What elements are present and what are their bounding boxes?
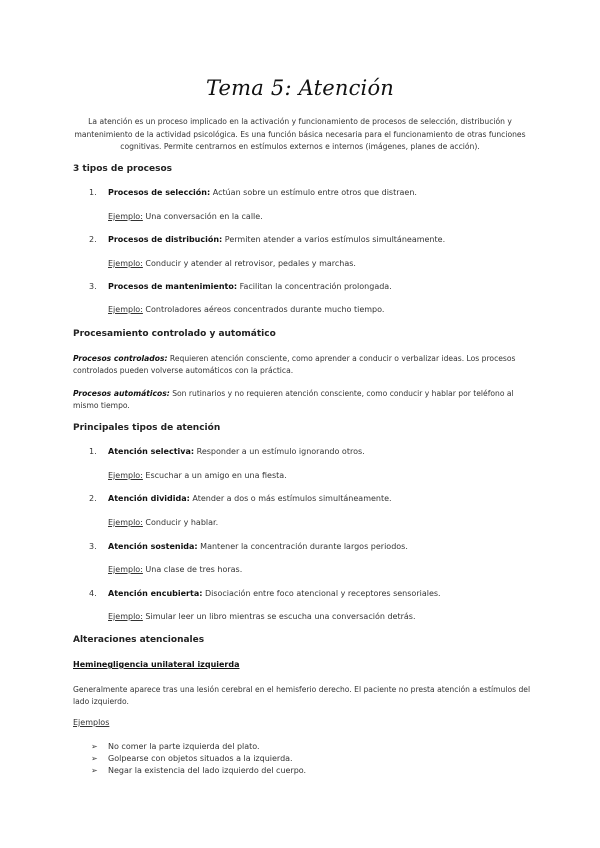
example-line [108,612,416,621]
item-label: Procesos de distribución: [108,235,223,244]
list-item [108,447,365,456]
item-label: Atención sostenida: [108,542,198,551]
example-label: Ejemplo: [108,565,143,574]
item-text: Permiten atender a varios estímulos simultáneamente. [222,235,446,244]
example-label: Ejemplo: [108,612,143,621]
examples-label: Ejemplos [73,718,110,727]
list-number: 2. [89,494,97,503]
example-label: Ejemplo: [108,212,143,221]
heading-procesamiento: Procesamiento controlado y automático [73,329,276,339]
example-label: Ejemplo: [108,518,143,527]
list-number: 1. [89,447,97,456]
item-label: Atención dividida: [108,494,190,503]
item-text: Mantener la concentración durante largos periodos. [197,542,408,551]
bullet-arrow-icon: ➢ [91,742,98,751]
example-line [108,305,384,314]
item-text: Facilitan la concentración prolongada. [237,282,392,291]
bullet-item: No comer la parte izquierda del plato. [108,742,260,751]
item-text: Responder a un estímulo ignorando otros. [194,447,365,456]
paragraph-text: Son rutinarios y no requieren atención consciente, como conducir y hablar por teléfono al mismo tiempo. [73,389,514,410]
list-item [108,188,417,197]
example-label: Ejemplo: [108,305,143,314]
list-item [108,282,392,291]
example-line [108,518,218,527]
heading-alteraciones: Alteraciones atencionales [73,635,205,645]
paragraph-heminegligencia: Generalmente aparece tras una lesión cerebral en el hemisferio derecho. El paciente no presta atención a estímulos del lado izquierdo. [73,685,531,706]
example-line [108,212,263,221]
example-text: Controladores aéreos concentrados durante mucho tiempo. [142,305,385,314]
list-number: 4. [89,589,97,598]
list-number: 3. [89,282,97,291]
paragraph-controlados [73,353,531,377]
item-text: Actúan sobre un estímulo entre otros que distraen. [210,188,417,197]
item-text: Atender a dos o más estímulos simultáneamente. [189,494,392,503]
list-number: 3. [89,542,97,551]
example-line [108,471,287,480]
item-label: Atención encubierta: [108,589,203,598]
example-text: Escuchar a un amigo en una fiesta. [142,471,287,480]
list-item [108,235,445,244]
paragraph-label: Procesos automáticos: [73,389,170,398]
bullet-item: Golpearse con objetos situados a la izquierda. [108,754,293,763]
intro-paragraph: La atención es un proceso implicado en la activación y funcionamiento de procesos de selección, distribución y mantenimiento de la actividad psicológica. Es una función básica necesaria para el funcionamiento de otras funciones cognitivas. Permite centrarnos en estímulos externos e internos (imágenes, planes de acción). [74,117,526,151]
example-line [108,259,356,268]
bullet-item: Negar la existencia del lado izquierdo del cuerpo. [108,766,307,775]
list-item [108,589,441,598]
list-number: 1. [89,188,97,197]
example-label: Ejemplo: [108,259,143,268]
document-title: Tema 5: Atención [205,76,395,100]
example-text: Conducir y hablar. [142,518,219,527]
bullet-arrow-icon: ➢ [91,766,98,775]
heading-tipos-procesos: 3 tipos de procesos [73,164,172,174]
item-text: Disociación entre foco atencional y receptores sensoriales. [202,589,441,598]
heading-tipos-atencion: Principales tipos de atención [73,423,221,433]
item-label: Procesos de selección: [108,188,211,197]
example-text: Simular leer un libro mientras se escucha una conversación detrás. [142,612,416,621]
example-line [108,565,242,574]
paragraph-text: Requieren atención consciente, como aprender a conducir o verbalizar ideas. Los procesos controlados pueden volverse automáticos con la práctica. [73,354,516,375]
paragraph-label: Procesos controlados: [73,354,168,363]
bullet-arrow-icon: ➢ [91,754,98,763]
subheading-heminegligencia: Heminegligencia unilateral izquierda [73,660,240,669]
example-label: Ejemplo: [108,471,143,480]
list-item [108,542,408,551]
paragraph-automaticos [73,388,531,412]
item-label: Procesos de mantenimiento: [108,282,238,291]
item-label: Atención selectiva: [108,447,195,456]
example-text: Conducir y atender al retrovisor, pedales y marchas. [142,259,356,268]
list-number: 2. [89,235,97,244]
example-text: Una conversación en la calle. [142,212,263,221]
example-text: Una clase de tres horas. [142,565,243,574]
list-item [108,494,392,503]
